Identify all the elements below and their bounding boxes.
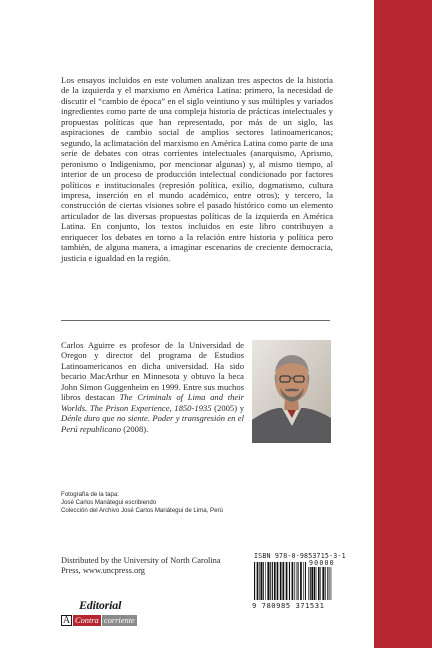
logo-editorial-word: Editorial [79, 598, 122, 612]
bio-book-title-1: The Criminals of Lima and their Worlds. The Prison Experience, 1850-1935 [61, 392, 244, 413]
bio-text: Carlos Aguirre es profesor de la Universidad de Oregon y director del programa de Estudios Latinoamericanos en dicha universidad. Ha sido becario MacArthur en Minnesota y obtuvo la beca John Simon Guggenheim en 1999. Entre sus muchos libros destacan [61, 340, 244, 403]
price-addon-bars [308, 567, 332, 600]
barcode-addon-digits: 90000 [309, 559, 335, 567]
ean-barcode-bars [254, 562, 306, 600]
isbn-barcode [252, 552, 346, 615]
bio-text-mid: (2005) y [211, 402, 244, 413]
author-bio [61, 340, 244, 434]
photo-credit-heading: Fotografía de la tapa: [61, 491, 119, 498]
photo-credit-source: Colección del Archivo José Carlos Mariátegui de Lima, Perú [61, 507, 223, 515]
publisher-logo [59, 598, 135, 630]
distributor-note: Distributed by the University of North Carolina Press, www.uncpress.org [61, 556, 221, 576]
book-summary: Los ensayos incluidos en este volumen analizan tres aspectos de la historia de la izquierda y el marxismo en América Latina: primero, la necesidad de discutir el “cambio de época” en el siglo veintiuno y sus múltiples y variados ingredientes como parte de una compleja historia de prácticas intelectuales y propuestas políticas que han representado, por más de un siglo, las aspiraciones de cambio social de amplios sectores latinoamericanos; segundo, la aclimatación del marxismo en América Latina como parte de una serie de debates con otras corrientes intelectuales (anarquismo, Aprismo, peronismo o Indigenismo, por mencionar algunas) y, al mismo tiempo, al interior de un proceso de producción intelectual condicionado por factores políticos e institucionales (represión política, exilio, dogmatismo, cultura impresa, inserción en el mundo académico, entre otros); y tercero, la construcción de ciertas visiones sobre el pasado histórico como un elemento articulador de las diversas propuestas políticas de la izquierda en América Latina. En conjunto, los textos incluidos en este libro contribuyen a enriquecer los debates en torno a la relación entre historia y política pero también, de alguna manera, a imaginar escenarios de creciente democracia, justicia e igualdad en la región. [61, 75, 333, 263]
logo-a-mark: A [62, 615, 71, 626]
isbn-label: ISBN 978-0-9853715-3-1 [254, 552, 346, 560]
bio-book-title-2: Dénle duro que no siente. Poder y transgresión en el Perú republicano [61, 413, 244, 434]
cover-photo-credit [61, 491, 301, 515]
red-spine-band [374, 0, 432, 648]
photo-credit-caption: José Carlos Mariátegui escribiendo [61, 499, 157, 507]
author-photo [252, 340, 331, 443]
logo-contra-block: Contra [75, 616, 99, 625]
bio-text-end: (2008). [121, 423, 149, 434]
barcode-digits: 9 780985 371531 [252, 601, 325, 610]
author-portrait-image [252, 340, 331, 443]
divider-rule [61, 320, 330, 321]
logo-corriente-block: corriente [104, 616, 135, 625]
